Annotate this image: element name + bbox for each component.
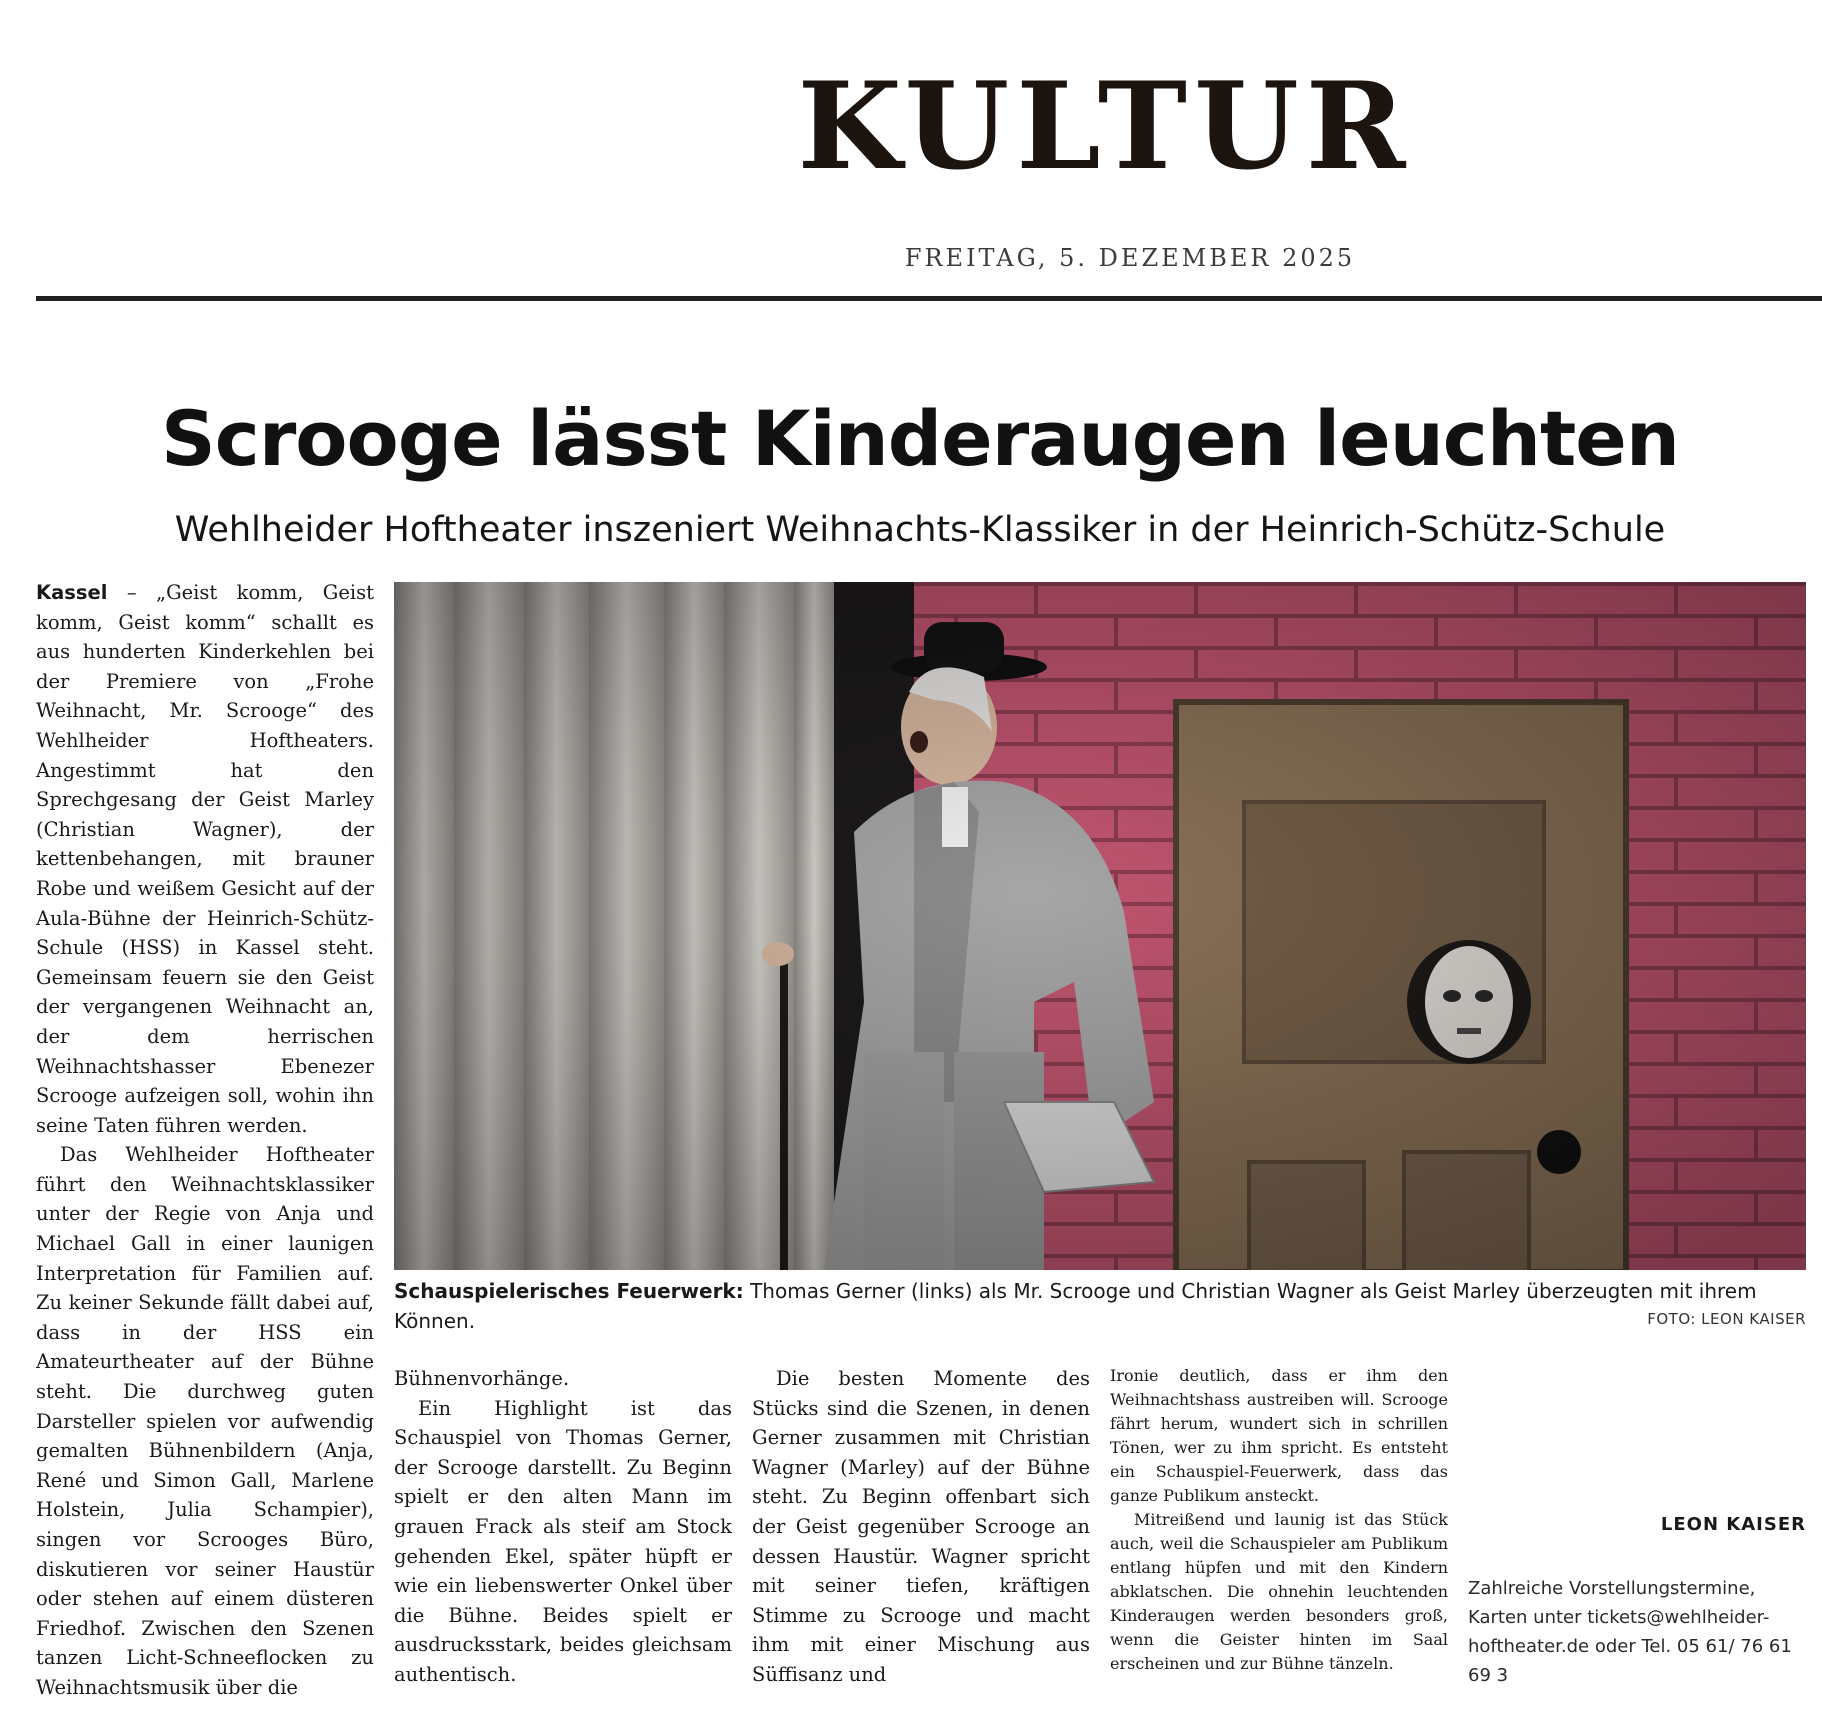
article-column-3 xyxy=(752,1364,1090,1690)
article-dateline: Kassel xyxy=(36,581,108,604)
stage-photo-illustration xyxy=(394,582,1806,1270)
article-author: LEON KAISER xyxy=(1660,1514,1806,1535)
article-paragraph-1 xyxy=(36,578,374,1140)
article-paragraph-2: Das Wehlheider Hoftheater führt den Weihnachtsklassiker unter der Regie von Anja und Michael Gall in einer launigen Interpretation für Familien auf. Zu keiner Sekunde fällt dabei auf, dass in der HSS ein Amateurtheater auf der Bühne steht. Die durchweg guten Darsteller spielen vor aufwendig gemalten Bühnenbildern (Anja, René und Simon Gall, Marlene Holstein, Julia Schampier), singen vor Scrooges Büro, diskutieren vor seiner Haustür oder stehen auf einem düsteren Friedhof. Zwischen den Szenen tanzen Licht-Schneeflocken zu Weihnachtsmusik über die xyxy=(36,1143,374,1699)
article-paragraph-4: Ein Highlight ist das Schauspiel von Thomas Gerner, der Scrooge darstellt. Zu Beginn spielt er den alten Mann im grauen Frack als steif am Stock gehenden Ekel, später hüpft er wie ein liebenswerter Onkel über die Bühne. Beides spielt er ausdrucksstark, beides gleichsam authentisch. xyxy=(394,1396,732,1686)
photo-caption-lead: Schauspielerisches Feuerwerk: xyxy=(394,1279,744,1303)
article-column-4 xyxy=(1110,1364,1448,1676)
article-paragraph-1-text: – „Geist komm, Geist komm, Geist komm“ schallt es aus hunderten Kinderkehlen bei der Premiere von „Frohe Weihnacht, Mr. Scrooge“ des Wehlheider Hoftheaters. Angestimmt hat den Sprechgesang der Geist Marley (Christian Wagner), der kettenbehangen, mit brauner Robe und weißem Gesicht auf der Aula-Bühne der Heinrich-Schütz-Schule (HSS) in Kassel steht. Gemeinsam feuern sie den Geist der vergangenen Weihnacht an, der dem herrischen Weihnachtshasser Ebenezer Scrooge aufzeigen soll, wohin ihn seine Taten führen werden. xyxy=(36,581,374,1137)
ticket-info: Zahlreiche Vorstellungstermine, Karten unter tickets@wehlheider-hoftheater.de oder Tel. 05 61/ 76 61 69 3 xyxy=(1468,1578,1792,1686)
photo-caption-text: Thomas Gerner (links) als Mr. Scrooge und Christian Wagner als Geist Marley überzeugten mit ihrem Können. xyxy=(394,1279,1757,1333)
article-paragraph-3: Bühnenvorhänge. xyxy=(394,1367,570,1390)
issue-date: FREITAG, 5. DEZEMBER 2025 xyxy=(904,244,1356,272)
article-photo xyxy=(394,582,1806,1270)
article-paragraph-7: Mitreißend und launig ist das Stück auch, weil die Schauspieler am Publikum entlang hüpfen und mit den Kindern abklatschen. Die ohnehin leuchtenden Kinderaugen werden besonders groß, wenn die Geister hinten im Saal erscheinen und zur Bühne tänzeln. xyxy=(1110,1510,1448,1673)
masthead-rule xyxy=(36,296,1822,301)
article-column-1 xyxy=(36,578,374,1703)
article-paragraph-5: Die besten Momente des Stücks sind die Szenen, in denen Gerner zusammen mit Christian Wagner (Marley) auf der Bühne steht. Zu Beginn offenbart sich der Geist gegenüber Scrooge an dessen Haustür. Wagner spricht mit seiner tiefen, kräftigen Stimme zu Scrooge und macht ihm mit einer Mischung aus Süffisanz und xyxy=(752,1367,1090,1686)
article-column-2 xyxy=(394,1364,732,1690)
article-paragraph-6: Ironie deutlich, dass er ihm den Weihnachtshass austreiben will. Scrooge fährt herum, wundert sich in schrillen Tönen, wer zu ihm spricht. Es entsteht ein Schauspiel-Feuerwerk, dass das ganze Publikum ansteckt. xyxy=(1110,1366,1448,1505)
article-headline: Scrooge lässt Kinderaugen leuchten xyxy=(161,394,1679,483)
section-masthead: KULTUR xyxy=(797,56,1413,197)
photo-credit: FOTO: LEON KAISER xyxy=(1647,1310,1806,1328)
article-subheadline: Wehlheider Hoftheater inszeniert Weihnachts-Klassiker in der Heinrich-Schütz-Schule xyxy=(174,510,1666,550)
